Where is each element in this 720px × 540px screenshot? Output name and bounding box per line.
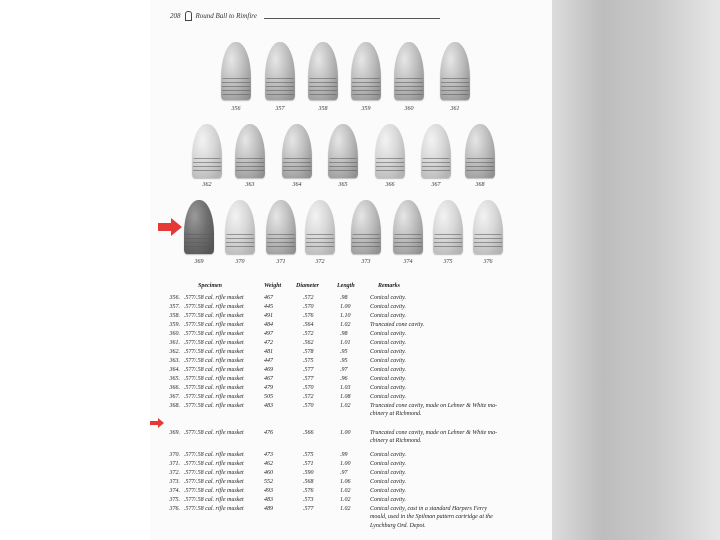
cell-no: 369. (169, 430, 180, 436)
cell-dia: .575 (303, 358, 314, 364)
cell-no: 357. (169, 304, 180, 310)
cell-no: 365. (169, 376, 180, 382)
cell-no: 371. (169, 461, 180, 467)
cell-len: 1.00 (340, 461, 351, 467)
cell-spec: .577/.58 cal. rifle musket (184, 385, 244, 391)
cell-dia: .576 (303, 313, 314, 319)
cell-len: .97 (340, 470, 348, 476)
cell-wt: 472 (264, 340, 273, 346)
page-number: 208 (170, 12, 181, 20)
cell-rem: Conical cavity. (370, 331, 406, 337)
cell-wt: 505 (264, 394, 273, 400)
cell-len: .95 (340, 349, 348, 355)
cell-rem: Conical cavity. (370, 358, 406, 364)
cell-dia: .573 (303, 497, 314, 503)
cell-no: 372. (169, 470, 180, 476)
specimen-label: 371 (276, 259, 286, 265)
cell-len: 1.02 (340, 506, 351, 512)
cell-wt: 467 (264, 376, 273, 382)
cell-no: 359. (169, 322, 180, 328)
specimen-label: 360 (404, 106, 414, 112)
cell-wt: 460 (264, 470, 273, 476)
cell-rem: Conical cavity. (370, 479, 406, 485)
specimen-label: 356 (231, 106, 241, 112)
cell-len: .95 (340, 358, 348, 364)
cell-len: 1.00 (340, 430, 351, 436)
cell-dia: .572 (303, 295, 314, 301)
cell-spec: .577/.58 cal. rifle musket (184, 340, 244, 346)
cell-rem: Conical cavity. (370, 452, 406, 458)
specimen-label: 372 (315, 259, 325, 265)
cell-rem: Conical cavity. (370, 497, 406, 503)
cell-spec: .577/.58 cal. rifle musket (184, 295, 244, 301)
cell-spec: .577/.58 cal. rifle musket (184, 394, 244, 400)
cell-no: 362. (169, 349, 180, 355)
cell-rem: Truncated cone cavity, made on Lehner & White ma- (370, 430, 498, 436)
cell-rem: Conical cavity. (370, 394, 406, 400)
cell-dia: .576 (303, 488, 314, 494)
specimen-label: 369 (194, 259, 204, 265)
cell-wt: 473 (264, 452, 273, 458)
cell-dia: .570 (303, 385, 314, 391)
specimen-label: 364 (292, 182, 302, 188)
cell-spec: .577/.58 cal. rifle musket (184, 470, 244, 476)
specimen-label: 359 (361, 106, 371, 112)
specimen-label: 363 (245, 182, 255, 188)
specimen-label: 368 (475, 182, 485, 188)
cell-spec: .577/.58 cal. rifle musket (184, 488, 244, 494)
cell-wt: 469 (264, 367, 273, 373)
cell-wt: 483 (264, 497, 273, 503)
cell-wt: 462 (264, 461, 273, 467)
cell-dia: .575 (303, 452, 314, 458)
cell-wt: 493 (264, 488, 273, 494)
cell-no: 375. (169, 497, 180, 503)
specimen-label: 366 (385, 182, 395, 188)
cell-spec: .577/.58 cal. rifle musket (184, 358, 244, 364)
cell-spec: .577/.58 cal. rifle musket (184, 349, 244, 355)
cell-dia: .577 (303, 376, 314, 382)
cell-dia: .562 (303, 340, 314, 346)
cell-dia: .571 (303, 461, 314, 467)
cell-wt: 467 (264, 295, 273, 301)
header-rule (264, 18, 440, 19)
cell-rem: Truncated cone cavity, made on Lehner & White ma- (370, 403, 498, 409)
specimen-label: 370 (235, 259, 245, 265)
arrow-icon-photo (158, 218, 182, 236)
cell-no: 360. (169, 331, 180, 337)
specimen-label: 357 (275, 106, 285, 112)
cell-rem: Conical cavity. (370, 340, 406, 346)
cell-rem: Conical cavity. (370, 385, 406, 391)
cell-wt: 479 (264, 385, 273, 391)
cell-spec: .577/.58 cal. rifle musket (184, 367, 244, 373)
cell-rem: Conical cavity. (370, 470, 406, 476)
cell-spec: .577/.58 cal. rifle musket (184, 304, 244, 310)
running-title: Round Ball to Rimfire (195, 12, 257, 20)
cell-dia: .590 (303, 470, 314, 476)
cell-spec: .577/.58 cal. rifle musket (184, 506, 244, 512)
cell-no: 370. (169, 452, 180, 458)
cell-spec: .577/.58 cal. rifle musket (184, 403, 244, 409)
specimen-label: 362 (202, 182, 212, 188)
cell-rem: Truncated cone cavity. (370, 322, 425, 328)
cell-rem: Conical cavity. (370, 349, 406, 355)
specimen-label: 374 (403, 259, 413, 265)
cell-len: 1.00 (340, 304, 351, 310)
cell-dia: .570 (303, 304, 314, 310)
cell-no: 364. (169, 367, 180, 373)
cell-rem: Conical cavity. (370, 304, 406, 310)
cell-rem: Conical cavity. (370, 367, 406, 373)
page-edge-shadow (552, 0, 720, 540)
cell-len: 1.02 (340, 322, 351, 328)
cell-no: 367. (169, 394, 180, 400)
specimen-label: 376 (483, 259, 493, 265)
cell-len: .99 (340, 452, 348, 458)
cell-rem: Conical cavity. (370, 313, 406, 319)
cell-dia: .577 (303, 367, 314, 373)
cell-no: 374. (169, 488, 180, 494)
cell-dia: .566 (303, 430, 314, 436)
cell-remarks-continued: Lynchburg Ord. Depot. (370, 523, 426, 529)
cell-wt: 481 (264, 349, 273, 355)
cell-wt: 497 (264, 331, 273, 337)
cell-wt: 489 (264, 506, 273, 512)
cell-no: 376. (169, 506, 180, 512)
cell-len: 1.02 (340, 403, 351, 409)
header-length: Length (337, 283, 355, 289)
cell-rem: Conical cavity. (370, 461, 406, 467)
cell-remarks-continued: chinery at Richmond. (370, 411, 422, 417)
cell-spec: .577/.58 cal. rifle musket (184, 376, 244, 382)
bullet-icon (185, 11, 192, 21)
cell-len: 1.02 (340, 497, 351, 503)
cell-len: 1.08 (340, 394, 351, 400)
cell-rem: Conical cavity. (370, 376, 406, 382)
cell-spec: .577/.58 cal. rifle musket (184, 452, 244, 458)
cell-len: .98 (340, 331, 348, 337)
cell-wt: 483 (264, 403, 273, 409)
cell-no: 363. (169, 358, 180, 364)
cell-spec: .577/.58 cal. rifle musket (184, 313, 244, 319)
cell-no: 366. (169, 385, 180, 391)
cell-dia: .564 (303, 322, 314, 328)
cell-dia: .570 (303, 403, 314, 409)
cell-spec: .577/.58 cal. rifle musket (184, 322, 244, 328)
running-header (170, 11, 257, 21)
header-specimen: Specimen (198, 283, 222, 289)
cell-wt: 552 (264, 479, 273, 485)
cell-no: 358. (169, 313, 180, 319)
cell-len: .97 (340, 367, 348, 373)
cell-dia: .578 (303, 349, 314, 355)
cell-len: 1.03 (340, 385, 351, 391)
cell-rem: Conical cavity. (370, 295, 406, 301)
cell-len: 1.10 (340, 313, 351, 319)
header-weight: Weight (264, 283, 282, 289)
cell-spec: .577/.58 cal. rifle musket (184, 331, 244, 337)
cell-wt: 447 (264, 358, 273, 364)
cell-len: 1.06 (340, 479, 351, 485)
cell-dia: .568 (303, 479, 314, 485)
cell-len: .98 (340, 295, 348, 301)
cell-spec: .577/.58 cal. rifle musket (184, 461, 244, 467)
cell-wt: 484 (264, 322, 273, 328)
cell-rem: Conical cavity. (370, 488, 406, 494)
cell-remarks-continued: mould, used in the Spilman pattern cartridge at the (370, 514, 493, 520)
arrow-icon-table (150, 418, 164, 428)
cell-spec: .577/.58 cal. rifle musket (184, 479, 244, 485)
specimen-label: 365 (338, 182, 348, 188)
specimen-label: 375 (443, 259, 453, 265)
cell-spec: .577/.58 cal. rifle musket (184, 430, 244, 436)
specimen-label: 367 (431, 182, 441, 188)
cell-wt: 491 (264, 313, 273, 319)
cell-no: 368. (169, 403, 180, 409)
specimen-label: 361 (450, 106, 460, 112)
cell-dia: .577 (303, 506, 314, 512)
cell-rem: Conical cavity, cast in a standard Harpers Ferry (370, 506, 488, 512)
cell-len: 1.01 (340, 340, 351, 346)
header-remarks: Remarks (378, 283, 401, 289)
cell-no: 356. (169, 295, 180, 301)
cell-wt: 445 (264, 304, 273, 310)
cell-no: 373. (169, 479, 180, 485)
cell-no: 361. (169, 340, 180, 346)
cell-dia: .572 (303, 331, 314, 337)
specimen-label: 358 (318, 106, 328, 112)
cell-spec: .577/.58 cal. rifle musket (184, 497, 244, 503)
cell-dia: .572 (303, 394, 314, 400)
cell-remarks-continued: chinery at Richmond. (370, 438, 422, 444)
cell-wt: 476 (264, 430, 273, 436)
specimen-label: 373 (361, 259, 371, 265)
cell-len: .96 (340, 376, 348, 382)
header-diameter: Diameter (296, 283, 319, 289)
cell-len: 1.02 (340, 488, 351, 494)
